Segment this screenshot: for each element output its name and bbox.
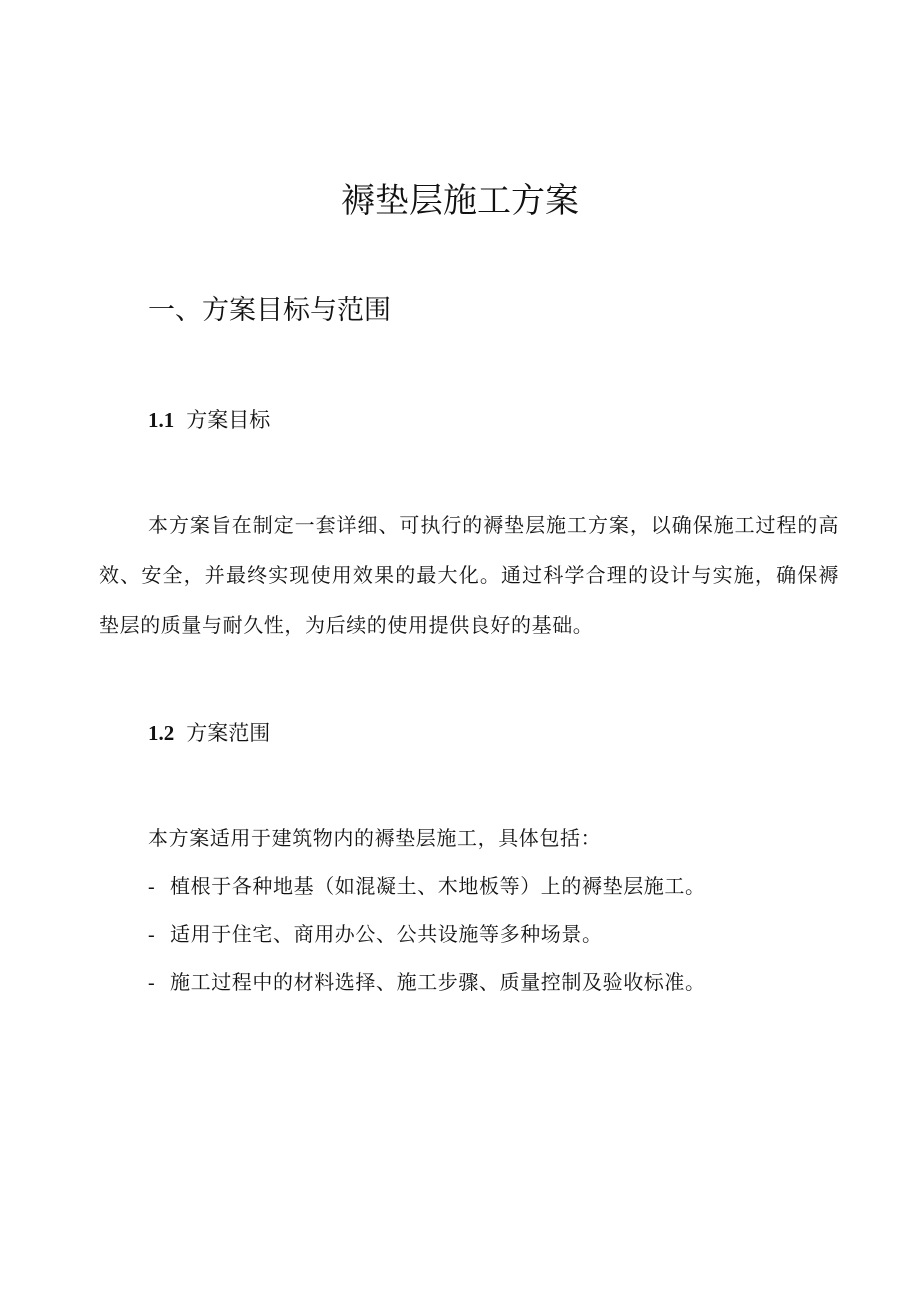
list-item-text: 施工过程中的材料选择、施工步骤、质量控制及验收标准。 bbox=[170, 970, 706, 994]
bullet-marker: - bbox=[148, 972, 156, 994]
list-item bbox=[148, 966, 706, 998]
scope-list bbox=[148, 870, 706, 1014]
scope-intro: 本方案适用于建筑物内的褥垫层施工，具体包括： bbox=[148, 826, 602, 850]
list-item bbox=[148, 870, 706, 902]
subsection-heading-1-1 bbox=[148, 405, 270, 435]
bullet-marker: - bbox=[148, 924, 156, 946]
objective-paragraph: 本方案旨在制定一套详细、可执行的褥垫层施工方案，以确保施工过程的高效、安全，并最终实现使用效果的最大化。通过科学合理的设计与实施，确保褥垫层的质量与耐久性，为后续的使用提供良好的基础。 bbox=[99, 513, 839, 637]
section-heading-1: 一、方案目标与范围 bbox=[148, 295, 391, 326]
document-title: 褥垫层施工方案 bbox=[341, 181, 579, 221]
list-item-text: 适用于住宅、商用办公、公共设施等多种场景。 bbox=[170, 922, 603, 946]
subsection-heading-1-2 bbox=[148, 718, 270, 748]
subsection-number: 1.2 bbox=[148, 721, 175, 745]
list-item-text: 植根于各种地基（如混凝土、木地板等）上的褥垫层施工。 bbox=[170, 874, 706, 898]
subsection-number: 1.1 bbox=[148, 408, 175, 432]
subsection-title: 方案范围 bbox=[186, 721, 271, 745]
subsection-title: 方案目标 bbox=[186, 408, 271, 432]
list-item bbox=[148, 918, 706, 950]
bullet-marker: - bbox=[148, 876, 156, 898]
